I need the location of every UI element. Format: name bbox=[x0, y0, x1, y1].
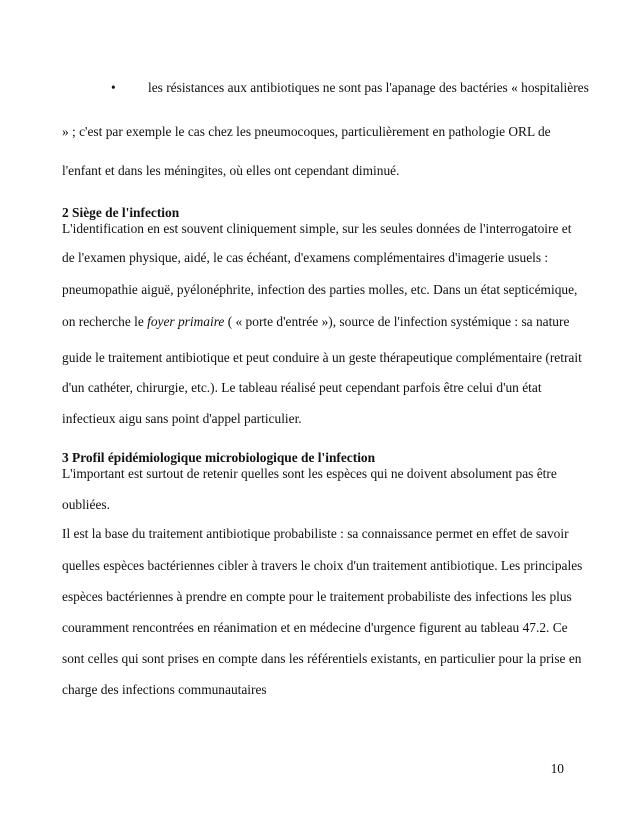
paragraph-line: quelles espèces bactériennes cibler à travers le choix d'un traitement antibiotique. Les principales bbox=[62, 558, 583, 573]
text-segment: ( « porte d'entrée »), source de l'infection systémique : sa nature bbox=[224, 314, 570, 329]
bullet-continuation-line: l'enfant et dans les méningites, où elles ont cependant diminué. bbox=[62, 163, 400, 178]
section-heading: 2 Siège de l'infection bbox=[62, 205, 180, 220]
paragraph-line: charge des infections communautaires bbox=[62, 682, 267, 697]
bullet-continuation-line: » ; c'est par exemple le cas chez les pneumocoques, particulièrement en pathologie ORL de bbox=[62, 124, 551, 139]
paragraph-line: L'identification en est souvent cliniquement simple, sur les seules données de l'interrogatoire et bbox=[62, 221, 572, 236]
paragraph-line: sont celles qui sont prises en compte dans les référentiels existants, en particulier pour la prise en bbox=[62, 651, 582, 666]
paragraph-line: infectieux aigu sans point d'appel particulier. bbox=[62, 411, 302, 426]
bullet-marker: • bbox=[111, 80, 116, 95]
text-segment: on recherche le bbox=[62, 314, 148, 329]
paragraph-line: de l'examen physique, aidé, le cas échéant, d'examens complémentaires d'imagerie usuels : bbox=[62, 250, 549, 265]
paragraph-line: couramment rencontrées en réanimation et en médecine d'urgence figurent au tableau 47.2. Ce bbox=[62, 620, 568, 635]
paragraph-line: pneumopathie aiguë, pyélonéphrite, infection des parties molles, etc. Dans un état septicémique, bbox=[62, 282, 578, 297]
italic-term: foyer primaire bbox=[147, 314, 225, 329]
paragraph-line: oubliées. bbox=[62, 497, 110, 512]
page-number: 10 bbox=[550, 761, 564, 776]
paragraph-line: Il est la base du traitement antibiotique probabiliste : sa connaissance permet en effet de savoir bbox=[62, 526, 569, 541]
paragraph-line: L'important est surtout de retenir quelles sont les espèces qui ne doivent absolument pas être bbox=[62, 466, 557, 481]
paragraph-line: guide le traitement antibiotique et peut conduire à un geste thérapeutique complémentaire (retrait bbox=[62, 350, 582, 365]
bullet-text: les résistances aux antibiotiques ne sont pas l'apanage des bactéries « hospitalières bbox=[148, 80, 589, 95]
paragraph-line-mixed bbox=[62, 314, 569, 330]
paragraph-line: d'un cathéter, chirurgie, etc.). Le tableau réalisé peut cependant parfois être celui d'un état bbox=[62, 380, 542, 395]
paragraph-line: espèces bactériennes à prendre en compte pour le traitement probabiliste des infections les plus bbox=[62, 589, 572, 604]
section-heading: 3 Profil épidémiologique microbiologique de l'infection bbox=[62, 450, 376, 465]
